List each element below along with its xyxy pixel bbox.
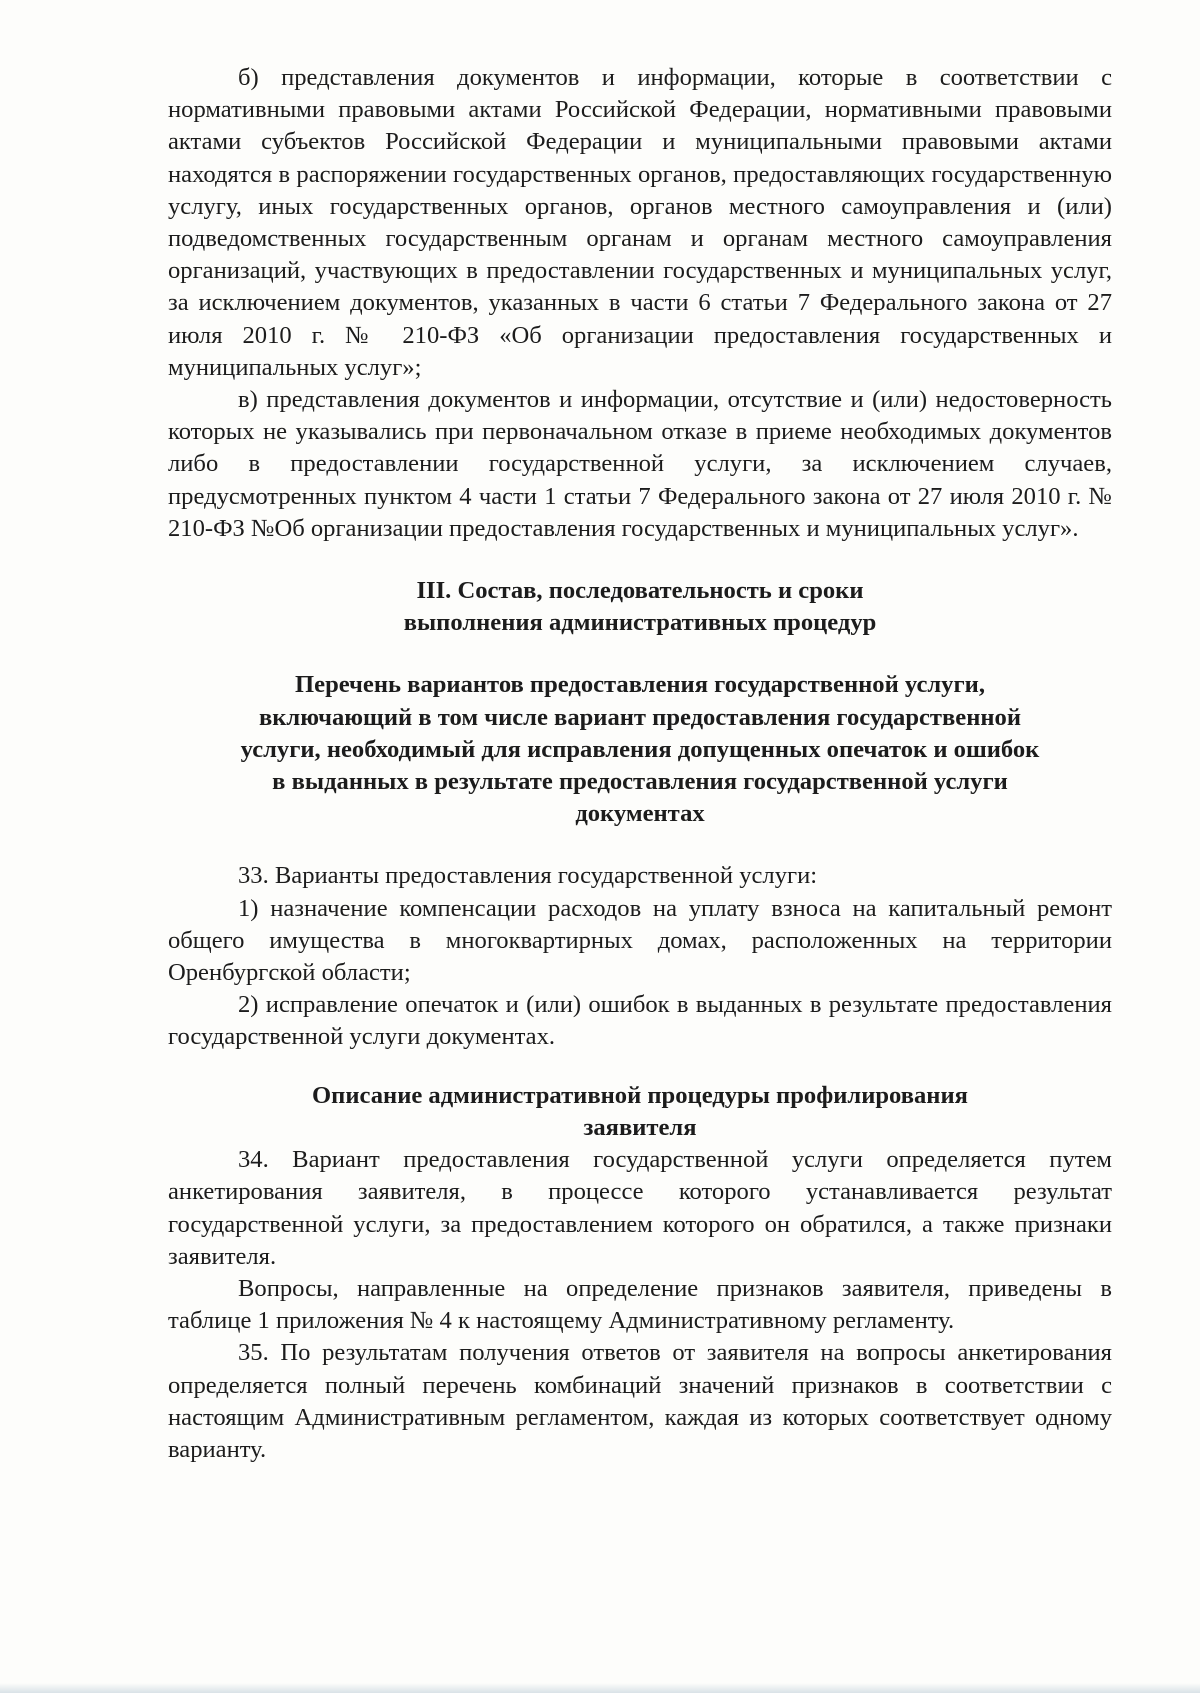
item-35: 35. По результатам получения ответов от заявителя на вопросы анкетирования определяется полный перечень комбинаций значений признаков в соответствии с настоящим Административным регламентом, каждая из которых соответствует одному варианту. bbox=[168, 1339, 1112, 1463]
paragraph-v: в) представления документов и информации, отсутствие и (или) недостоверность которых не указывались при первоначальном отказе в приеме необходимых документов либо в предоставлении государственной услуги, за исключением случаев, предусмотренных пунктом 4 части 1 статьи 7 Федерального закона от 27 июля 2010 г. № 210-ФЗ №Об организации предоставления государственных и муниципальных услуг». bbox=[168, 386, 1112, 542]
document-body bbox=[168, 62, 1112, 1466]
item-34: 34. Вариант предоставления государственной услуги определяется путем анкетирования заявителя, в процессе которого устанавливается результат государственной услуги, за предоставлением которого он обратился, а также признаки заявителя. bbox=[168, 1146, 1112, 1270]
scan-edge bbox=[0, 1683, 1200, 1693]
subheading-variants bbox=[168, 669, 1112, 830]
subheading-line: услуги, необходимый для исправления допущенных опечаток и ошибок bbox=[240, 735, 1040, 763]
subheading-line: Перечень вариантов предоставления государственной услуги, bbox=[295, 671, 985, 699]
subheading-line: заявителя bbox=[583, 1113, 697, 1141]
subheading-line: включающий в том числе вариант предоставления государственной bbox=[258, 703, 1022, 731]
item-33-option-1: 1) назначение компенсации расходов на уплату взноса на капитальный ремонт общего имущества в многоквартирных домах, расположенных на территории Оренбургской области; bbox=[168, 894, 1112, 987]
subheading-line: Описание административной процедуры профилирования bbox=[312, 1081, 968, 1109]
item-33-option-2: 2) исправление опечаток и (или) ошибок в выданных в результате предоставления государственной услуги документах. bbox=[168, 991, 1112, 1051]
section-heading bbox=[168, 575, 1112, 639]
paragraph-b: б) представления документов и информации, которые в соответствии с нормативными правовыми актами Российской Федерации, нормативными правовыми актами субъектов Российской Федерации и муниципальными правовыми актами находятся в распоряжении государственных органов, предоставляющих государственную услугу, иных государственных органов, органов местного самоуправления и (или) подведомственных государственным органам и органам местного самоуправления организаций, участвующих в предоставлении государственных и муниципальных услуг, за исключением документов, указанных в части 6 статьи 7 Федерального закона от 27 июля 2010 г. № 210-ФЗ «Об организации предоставления государственных и муниципальных услуг»; bbox=[168, 64, 1112, 381]
item-34-questions: Вопросы, направленные на определение признаков заявителя, приведены в таблице 1 приложения № 4 к настоящему Административному регламенту. bbox=[168, 1274, 1112, 1335]
subheading-profiling bbox=[168, 1080, 1112, 1144]
subheading-line: документах bbox=[575, 800, 705, 828]
section-heading-line: III. Состав, последовательность и сроки bbox=[416, 577, 864, 605]
item-33: 33. Варианты предоставления государственной услуги: bbox=[238, 862, 818, 890]
section-heading-line: выполнения административных процедур bbox=[403, 609, 877, 637]
subheading-line: в выданных в результате предоставления государственной услуги bbox=[272, 768, 1008, 796]
